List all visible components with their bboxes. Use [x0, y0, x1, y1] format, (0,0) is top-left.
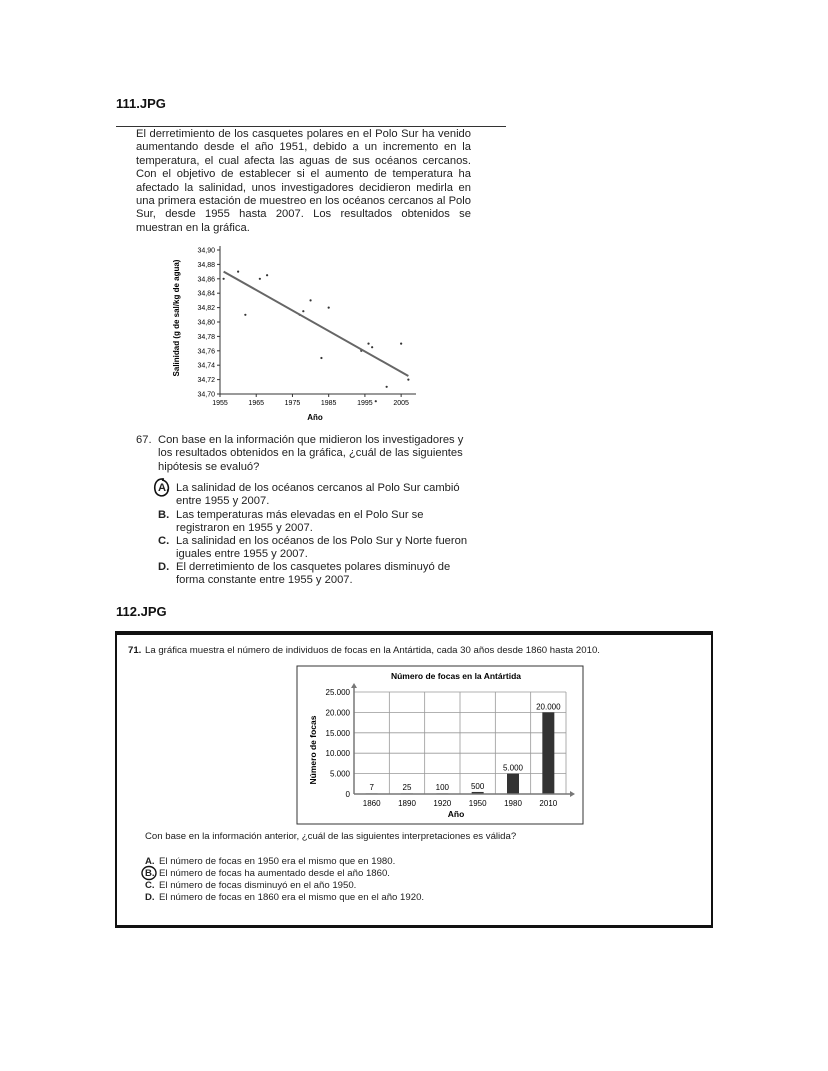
x-tick-label: 1995	[357, 400, 373, 407]
y-tick-label: 34,90	[197, 247, 215, 255]
x-axis-label: Año	[447, 809, 465, 819]
data-label: 25	[402, 783, 412, 792]
answer-circle-mark	[140, 864, 158, 882]
option-letter: C.	[158, 535, 170, 547]
option-letter: D.	[158, 561, 170, 573]
y-tick-label: 34,76	[197, 348, 215, 356]
data-label: 100	[435, 783, 450, 792]
option-b[interactable]	[158, 509, 478, 537]
x-tick-label: 1920	[433, 799, 452, 808]
data-point	[407, 379, 409, 381]
option-letter: D.	[145, 892, 155, 903]
y-tick-label: 25.000	[325, 688, 350, 697]
option-text: El número de focas en 1860 era el mismo que en el año 1920.	[159, 892, 425, 903]
option-d[interactable]	[145, 892, 445, 904]
option-a[interactable]	[158, 482, 478, 510]
option-a[interactable]	[145, 856, 445, 868]
y-tick-label: 0	[345, 790, 350, 799]
x-tick-label: 1975	[284, 400, 301, 407]
x-axis-label: Año	[307, 413, 323, 422]
option-text: La salinidad en los océanos de los Polo Sur y Norte fueron iguales entre 1955 y 2007.	[176, 535, 468, 561]
data-label: 500	[470, 781, 485, 791]
data-label: 20.000	[536, 702, 561, 712]
data-point	[375, 400, 377, 402]
bar	[542, 712, 554, 794]
option-letter: B.	[145, 868, 155, 879]
chart-title: Número de focas en la Antártida	[390, 671, 522, 681]
data-point	[386, 386, 388, 388]
data-point	[259, 278, 261, 280]
divider	[116, 126, 506, 127]
x-tick-label: 1965	[248, 400, 265, 407]
data-point	[302, 310, 304, 312]
data-point	[328, 307, 330, 309]
y-tick-label: 34,78	[197, 333, 215, 341]
option-letter: B.	[158, 509, 170, 521]
data-point	[367, 343, 369, 345]
option-b[interactable]	[145, 868, 445, 880]
option-text: El número de focas ha aumentado desde el año 1860.	[159, 868, 390, 879]
data-point	[237, 271, 239, 273]
intro-paragraph: El derretimiento de los casquetes polares en el Polo Sur ha venido aumentando desde el año 1951, debido a un incremento en la temperatura, el cual afecta las aguas de sus océanos cercanos. Con el objetivo de establecer si el aumento de temperatura ha afectado la salinidad, unos investigadores decidieron medirla en una primera estación de muestreo en los océanos cercanos al Polo Sur, desde 1955 hasta 2007. Los resultados obtenidos se muestran en la gráfica.	[136, 128, 471, 234]
data-point	[244, 314, 246, 316]
option-d[interactable]	[158, 561, 478, 589]
question-text: Con base en la información que midieron los investigadores y los resultados obtenidos en la gráfica, ¿cuál de las siguientes hipótesis se evaluó?	[158, 434, 464, 473]
bar	[507, 774, 519, 794]
option-text: La salinidad de los océanos cercanos al Polo Sur cambió entre 1955 y 2007.	[176, 482, 460, 508]
y-tick-label: 34,88	[197, 261, 215, 269]
y-tick-label: 34,86	[197, 276, 215, 284]
y-tick-label: 34,80	[197, 319, 215, 327]
section-title-112: 112.JPG	[116, 604, 167, 619]
y-tick-label: 15.000	[325, 728, 350, 738]
x-tick-label: 1985	[320, 400, 337, 407]
trend-line	[224, 272, 409, 376]
option-letter: A.	[158, 482, 170, 494]
prompt-text: Con base en la información anterior, ¿cuál de las siguientes interpretaciones es válida?	[145, 831, 517, 842]
data-point	[309, 299, 311, 301]
option-c[interactable]	[158, 535, 478, 563]
data-point	[371, 346, 373, 348]
x-tick-label: 2010	[539, 799, 558, 808]
x-tick-label: 1950	[468, 799, 487, 808]
data-point	[266, 274, 268, 276]
y-tick-label: 20.000	[325, 708, 350, 718]
x-tick-label: 2005	[393, 400, 409, 407]
option-text: El derretimiento de los casquetes polares disminuyó de forma constante entre 1955 y 2007.	[176, 561, 451, 587]
y-axis-label: Número de focas	[308, 715, 318, 785]
y-tick-label: 34,74	[197, 362, 215, 370]
answer-circle-mark	[152, 477, 172, 499]
data-point	[320, 357, 322, 359]
option-letter: A.	[145, 856, 155, 867]
question-number: 67.	[136, 434, 152, 446]
data-point	[223, 278, 225, 280]
option-text: El número de focas disminuyó en el año 1950.	[159, 880, 357, 891]
y-tick-label: 34,72	[197, 377, 215, 385]
x-tick-label: 1860	[362, 799, 381, 808]
option-c[interactable]	[145, 880, 445, 892]
option-letter: C.	[145, 880, 155, 891]
seals-bar-chart	[296, 665, 584, 825]
salinity-scatter-chart	[168, 242, 418, 426]
option-text: El número de focas en 1950 era el mismo que en 1980.	[159, 856, 396, 867]
y-tick-label: 34,70	[197, 391, 215, 399]
data-point	[400, 343, 402, 345]
section-title-111: 111.JPG	[116, 96, 166, 111]
y-tick-label: 34,82	[197, 305, 215, 313]
question-text: La gráfica muestra el número de individuos de focas en la Antártida, cada 30 años desde 1860 hasta 2010.	[145, 645, 600, 656]
data-label: 7	[369, 783, 374, 792]
data-label: 5.000	[502, 763, 524, 773]
x-tick-label: 1890	[398, 799, 416, 808]
x-tick-label: 1955	[212, 400, 228, 407]
option-text: Las temperaturas más elevadas en el Polo Sur se registraron en 1955 y 2007.	[176, 509, 424, 535]
x-tick-label: 1980	[504, 799, 522, 808]
y-tick-label: 34,84	[197, 290, 215, 298]
y-tick-label: 5.000	[329, 769, 350, 779]
y-tick-label: 10.000	[325, 749, 350, 759]
y-axis-label: Salinidad (g de sal/kg de agua)	[172, 259, 181, 377]
question-number: 71.	[128, 645, 142, 656]
